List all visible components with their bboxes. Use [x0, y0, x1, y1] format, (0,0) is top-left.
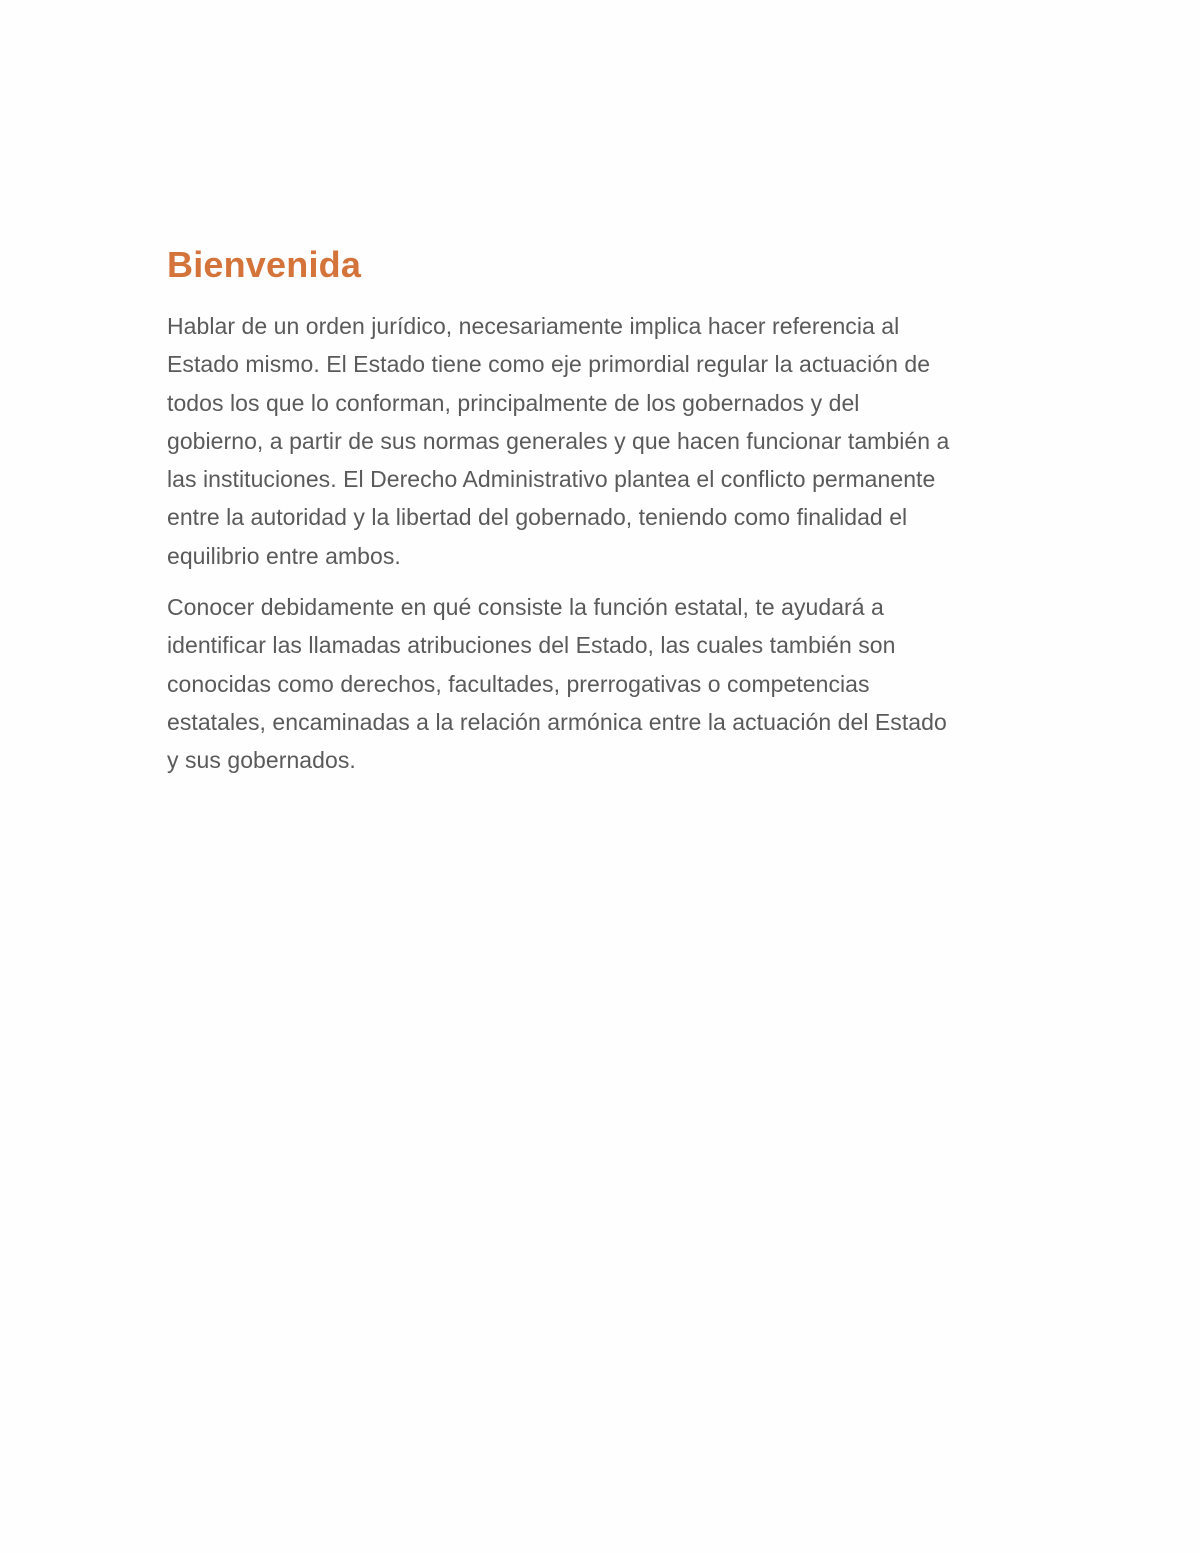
paragraph-line: conocidas como derechos, facultades, prerrogativas o competencias [167, 670, 870, 697]
paragraph-line: equilibrio entre ambos. [167, 542, 401, 569]
page-title: Bienvenida [167, 244, 362, 285]
paragraph-line: Conocer debidamente en qué consiste la función estatal, te ayudará a [167, 594, 884, 621]
document-content [167, 243, 1047, 780]
paragraph-line: gobierno, a partir de sus normas generales y que hacen funcionar también a [167, 427, 950, 454]
second-paragraph [167, 588, 1047, 779]
paragraph-line: identificar las llamadas atribuciones del Estado, las cuales también son [167, 632, 896, 659]
intro-paragraph [167, 307, 1047, 575]
paragraph-line: Hablar de un orden jurídico, necesariamente implica hacer referencia al [167, 313, 900, 339]
paragraph-line: estatales, encaminadas a la relación armónica entre la actuación del Estado [167, 708, 947, 735]
paragraph-line: entre la autoridad y la libertad del gobernado, teniendo como finalidad el [167, 504, 908, 531]
paragraph-line: Estado mismo. El Estado tiene como eje primordial regular la actuación de [167, 351, 931, 378]
paragraph-line: las instituciones. El Derecho Administrativo plantea el conflicto permanente [167, 466, 936, 493]
paragraph-line: y sus gobernados. [167, 747, 356, 774]
paragraph-line: todos los que lo conforman, principalmente de los gobernados y del [167, 389, 860, 416]
